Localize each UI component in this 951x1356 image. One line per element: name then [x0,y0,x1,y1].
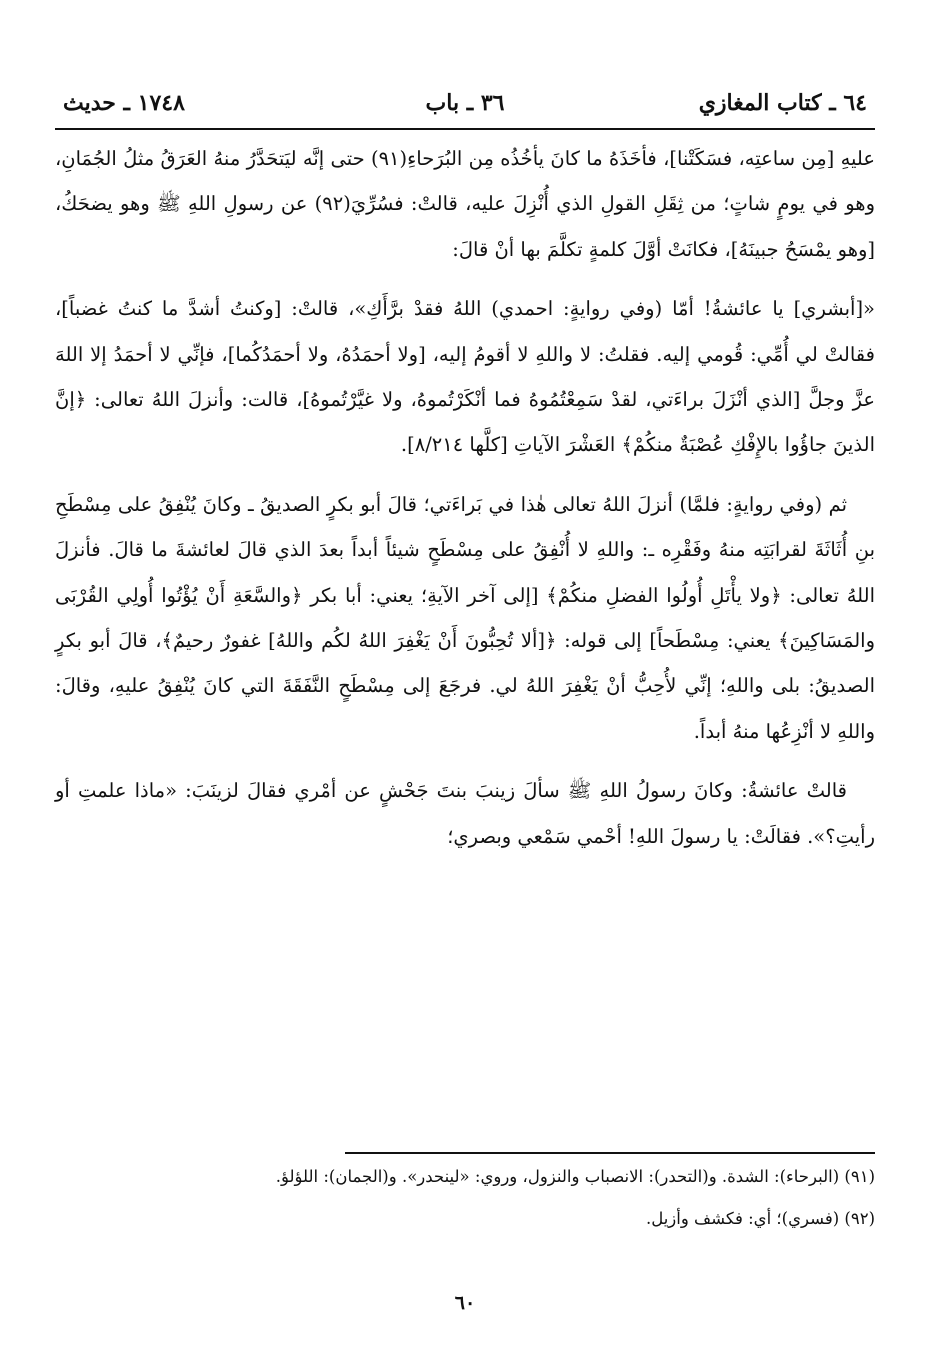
paragraph: قالتْ عائشةُ: وكانَ رسولُ اللهِ ﷺ سألَ زينبَ بنتَ جَحْشٍ عن أمْري فقالَ لزينَبَ: «ماذا علمتِ أو رأيتِ؟». فقالَتْ: يا رسولَ اللهِ! أحْمي سَمْعي وبصري؛ [55,779,875,848]
footnotes-section [55,1152,875,1246]
header-hadith-number: ١٧٤٨ ـ حديث [63,90,185,116]
running-header [55,80,875,130]
document-page [55,80,875,1330]
footnote-divider [345,1152,875,1154]
footnote: (٩١) (البرحاء): الشدة. و(التحدر): الانصباب والنزول، وروي: «لينحدر». و(الجمان): اللؤلؤ. [275,1167,875,1186]
paragraph: ثم (وفي روايةٍ: فلمَّا) أنزلَ اللهُ تعالى هٰذا في بَراءَتي؛ قالَ أبو بكرٍ الصديقُ ـ وكانَ يُنْفِقُ على مِسْطَحِ بنِ أُثَاثَةَ لقرابَتِه منهُ وفَقْرِه ـ: واللهِ لا أُنْفِقُ على مِسْطَحٍ شيئاً أبداً بعدَ الذي قالَ لعائشةَ ما قالَ. فأنزلَ اللهُ تعالى: ﴿ولا يأْتَلِ أُولُوا الفضلِ منكُمْ﴾ [إلى آخر الآيةِ؛ يعني: أبا بكر ﴿والسَّعَةِ أَنْ يُؤْتُوا أُولِي القُرْبَى والمَسَاكِينَ﴾ يعني: مِسْطَحاً] إلى قوله: ﴿[ألا تُحِبُّونَ أَنْ يَغْفِرَ اللهُ لكُم واللهُ] غفورٌ رحيمٌ﴾، قالَ أبو بكرٍ الصديقُ: بلى واللهِ؛ إنِّي لأُحِبُّ أنْ يَغْفِرَ اللهُ لي. فرجَعَ إلى مِسْطَحٍ النَّفَقَةَ التي كانَ يُنْفِقُ عليهِ، وقالَ: واللهِ لا أنْزِعُها منهُ أبداً. [55,492,875,743]
paragraph: عليهِ [مِن ساعتِه، فسَكَتْنا]، فأخَذَهُ ما كانَ يأخُذُه مِن البُرَحاءِ(٩١) حتى إنَّه ليَتحَدَّرُ منهُ العَرَقُ مثلُ الجُمَانِ، وهو في يومٍ شاتٍ؛ من ثِقَلِ القولِ الذي أُنْزِلَ عليه، قالتْ: فسُرِّيَ(٩٢) عن رسولِ اللهِ ﷺ وهو يضحَكُ، [وهو يمْسَحُ جبينَهُ]، فكانَتْ أوَّلَ كلمةٍ تكلَّمَ بها أنْ قالَ: [55,147,875,261]
header-book-title: ٦٤ ـ كتاب المغازي [698,90,867,116]
header-chapter: ٣٦ ـ باب [425,90,505,116]
main-text [55,136,875,859]
page-number: ٦٠ [454,1292,476,1314]
paragraph: «[أبشري] يا عائشةُ! أمّا (وفي روايةٍ: احمدي) اللهُ فقدْ برَّأَكِ»، قالتْ: [وكنتُ أشدَّ ما كنتُ غضباً]، فقالتْ لي أُمِّي: قُومي إليه. فقلتُ: لا واللهِ لا أقومُ إليه، [ولا أحمَدُهُ، ولا أحمَدُكُما]، فإنِّي لا أحمَدُ إلا اللهَ عزَّ وجلَّ [الذي أنْزَلَ براءَتي، لقدْ سَمِعْتُمُوهُ فما أنْكَرْتُموهُ، ولا غيَّرْتُموهُ]، قالت: وأنزلَ اللهُ تعالى: ﴿إنَّ الذينَ جاؤُوا بالإِفْكِ عُصْبَةٌ منكُمْ﴾ العَشْرَ الآياتِ [كلَّها ٨/٢١٤]. [55,297,875,457]
footnote: (٩٢) (فسري)؛ أي: فكشف وأزيل. [645,1209,875,1228]
